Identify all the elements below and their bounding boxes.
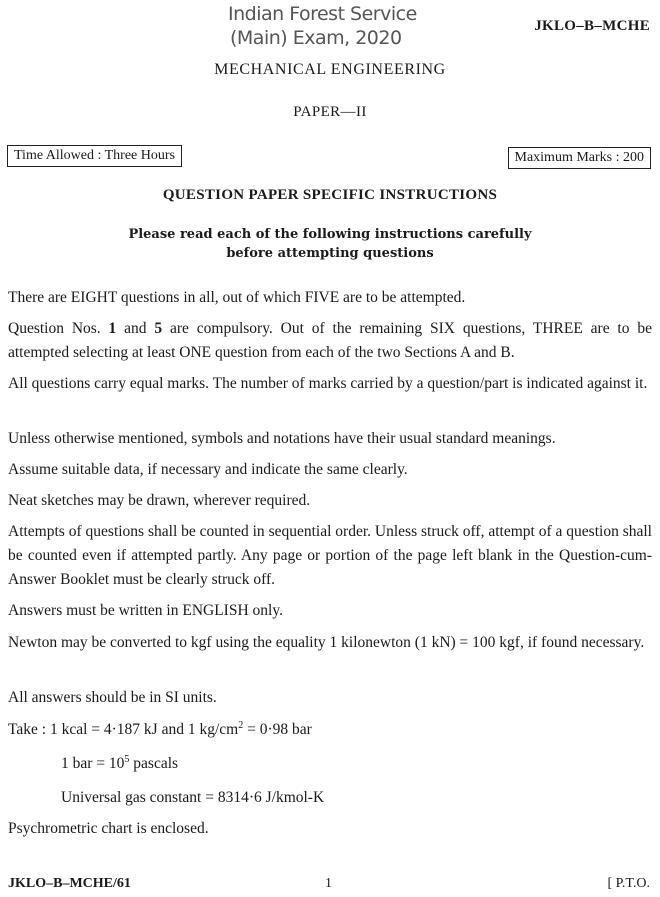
time-allowed-box: Time Allowed : Three Hours: [7, 145, 182, 167]
instruction-8: Answers must be written in ENGLISH only.: [8, 602, 283, 619]
page-number: 1: [325, 876, 332, 891]
instruction-2-text-c: are compulsory. Out of the remaining SIX questions, THREE are to be attempted selecting at least ONE question from each of the two Sections A and B.: [8, 320, 652, 361]
instruction-2-text-b: and: [116, 320, 155, 337]
paper-number: PAPER—II: [293, 104, 367, 120]
stamp-line-2: (Main) Exam, 2020: [230, 27, 402, 49]
pto-label: [ P.T.O.: [607, 876, 650, 891]
instruction-3: All questions carry equal marks. The number of marks carried by a question/part is indicated against it.: [8, 375, 648, 392]
instruction-1: There are EIGHT questions in all, out of which FIVE are to be attempted.: [8, 289, 466, 306]
take-text: Take : 1 kcal = 4·187 kJ and 1 kg/cm: [8, 721, 239, 738]
conversion-bar: [61, 752, 621, 776]
compulsory-question-5: 5: [154, 320, 163, 337]
take-superscript: 2: [238, 719, 244, 731]
subheading-line-2: before attempting questions: [226, 246, 434, 261]
instruction-2: [8, 317, 652, 365]
instructions-heading: QUESTION PAPER SPECIFIC INSTRUCTIONS: [162, 187, 498, 203]
instruction-10: All answers should be in SI units.: [8, 689, 217, 706]
compulsory-question-1: 1: [108, 320, 117, 337]
instructions-subheading: [0, 225, 660, 263]
instruction-7: Attempts of questions shall be counted in sequential order. Unless struck off, attempt of a question shall be counted even if attempted partly. Any page or portion of the page left blank in the Question-cum-Answer Booklet must be clearly struck off.: [8, 523, 652, 588]
take-suffix: = 0·98 bar: [243, 721, 312, 738]
instruction-11: Psychrometric chart is enclosed.: [8, 820, 209, 837]
exam-stamp: [228, 2, 428, 50]
bar-suffix: pascals: [129, 755, 179, 772]
stamp-line-1: Indian Forest Service: [228, 3, 417, 25]
bar-superscript: 5: [124, 753, 130, 765]
instruction-5: Assume suitable data, if necessary and indicate the same clearly.: [8, 461, 408, 478]
conversion-take: [8, 718, 652, 742]
paper-code: JKLO–B–MCHE: [534, 18, 650, 34]
instruction-2-text-a: Question Nos.: [8, 320, 109, 337]
maximum-marks-box: Maximum Marks : 200: [508, 147, 652, 169]
footer-code-text: JKLO–B–MCHE/61: [8, 876, 131, 891]
footer-code: [8, 876, 131, 892]
subheading-line-1: Please read each of the following instructions carefully: [128, 227, 532, 242]
instruction-4: Unless otherwise mentioned, symbols and notations have their usual standard meanings.: [8, 430, 556, 447]
instruction-9: Newton may be converted to kgf using the equality 1 kilonewton (1 kN) = 100 kgf, if found necessary.: [8, 634, 645, 651]
instruction-6: Neat sketches may be drawn, wherever required.: [8, 492, 311, 509]
gas-constant: Universal gas constant = 8314·6 J/kmol-K: [61, 789, 325, 806]
subject-title: MECHANICAL ENGINEERING: [214, 61, 446, 78]
bar-text: 1 bar = 10: [61, 755, 125, 772]
